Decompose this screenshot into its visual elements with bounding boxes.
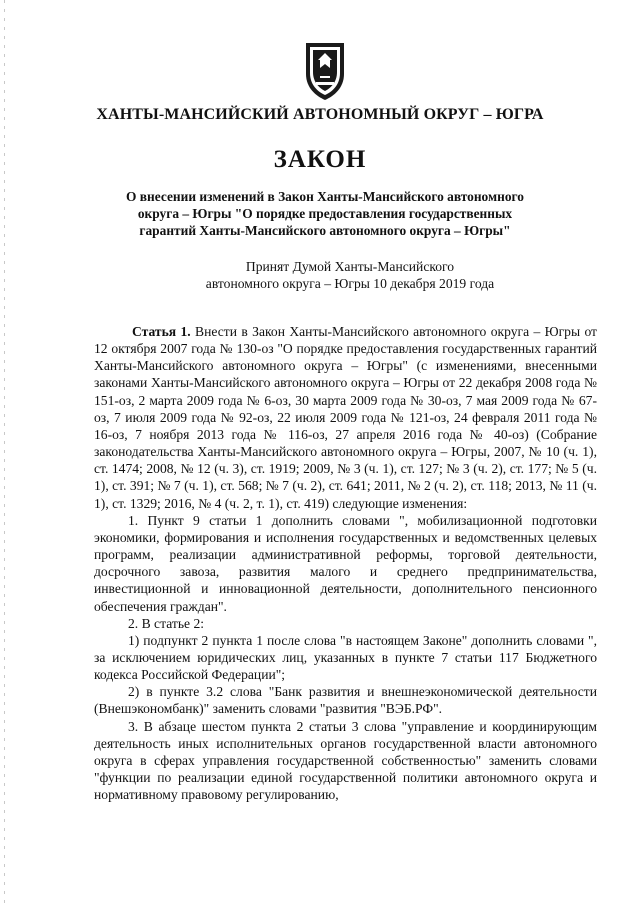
item-3-paragraph: 3. В абзаце шестом пункта 2 статьи 3 слова "управление и координирующим деятельность иных исполнительных органов государственной власти автономного округа в сферах управления государственной собственностью" заменить словами "функции по реализации единой государственной политики автономного округа и нормативному правовому регулированию, (94, 718, 597, 803)
adoption-note (150, 258, 550, 292)
adoption-line-1: Принят Думой Ханты-Мансийского (245, 259, 455, 274)
item-1-paragraph: 1. Пункт 9 статьи 1 дополнить словами ", мобилизационной подготовки экономики, формирования и исполнения государственных и ведомственных целевых программ, реализации административной реформы, торговой деятельности, досрочного завоза, развития малого и среднего предпринимательства, инвестиционной и инновационной деятельности, дополнительного пенсионного обеспечения граждан". (94, 512, 597, 614)
okrug-title: ХАНТЫ-МАНСИЙСКИЙ АВТОНОМНЫЙ ОКРУГ – ЮГРА (96, 106, 544, 123)
adoption-line-2: автономного округа – Югры 10 декабря 2019 года (205, 276, 495, 291)
article-number: Статья 1. (132, 324, 191, 339)
law-heading: ЗАКОН (273, 146, 367, 173)
coat-of-arms-emblem (300, 40, 350, 102)
scan-edge-line (4, 0, 5, 905)
article-intro-paragraph (94, 323, 597, 512)
item-2-paragraph: 2. В статье 2: (128, 615, 205, 631)
article-body (94, 323, 597, 803)
item-2-subitem-2: 2) в пункте 3.2 слова "Банк развития и внешнеэкономической деятельности (Внешэкономбанк)" заменить словами "развития "ВЭБ.РФ". (94, 684, 597, 717)
law-subtitle: О внесении изменений в Закон Ханты-Мансийского автономного округа – Югры "О порядке предоставления государственных гарантий Ханты-Мансийского автономного округа – Югры" (126, 189, 524, 238)
item-2-subitem-1: 1) подпункт 2 пункта 1 после слова "в настоящем Законе" дополнить словами ", за исключением юридических лиц, указанных в пункте 7 статьи 117 Бюджетного кодекса Российской Федерации"; (94, 632, 597, 683)
article-intro-text: Внести в Закон Ханты-Мансийского автономного округа – Югры от 12 октября 2007 года № 130-оз "О порядке предоставления государственных гарантий Ханты-Мансийского автономного округа – Югры" (с изменениями, внесенными законами Ханты-Мансийского автономного округа – Югры от 22 декабря 2008 года № 151-оз, 2 марта 2009 года № 6-оз, 30 марта 2009 года № 30-оз, 7 мая 2009 года № 67-оз, 7 июля 2009 года № 92-оз, 22 июля 2009 года № 121-оз, 24 февраля 2011 года № 16-оз, 7 ноября 2013 года № 116-оз, 27 апреля 2016 года № 40-оз) (Собрание законодательства Ханты-Мансийского автономного округа – Югры, 2007, № 10 (ч. 1), ст. 1474; 2008, № 12 (ч. 3), ст. 1919; 2009, № 3 (ч. 1), ст. 127; № 3 (ч. 2), ст. 177; № 5 (ч. 1), ст. 391; № 7 (ч. 1), ст. 568; № 7 (ч. 2), ст. 641; 2011, № 2 (ч. 2), ст. 118; 2013, № 11 (ч. 1), ст. 1329; 2016, № 4 (ч. 2, т. 1), ст. 419) следующие изменения: (94, 324, 597, 511)
